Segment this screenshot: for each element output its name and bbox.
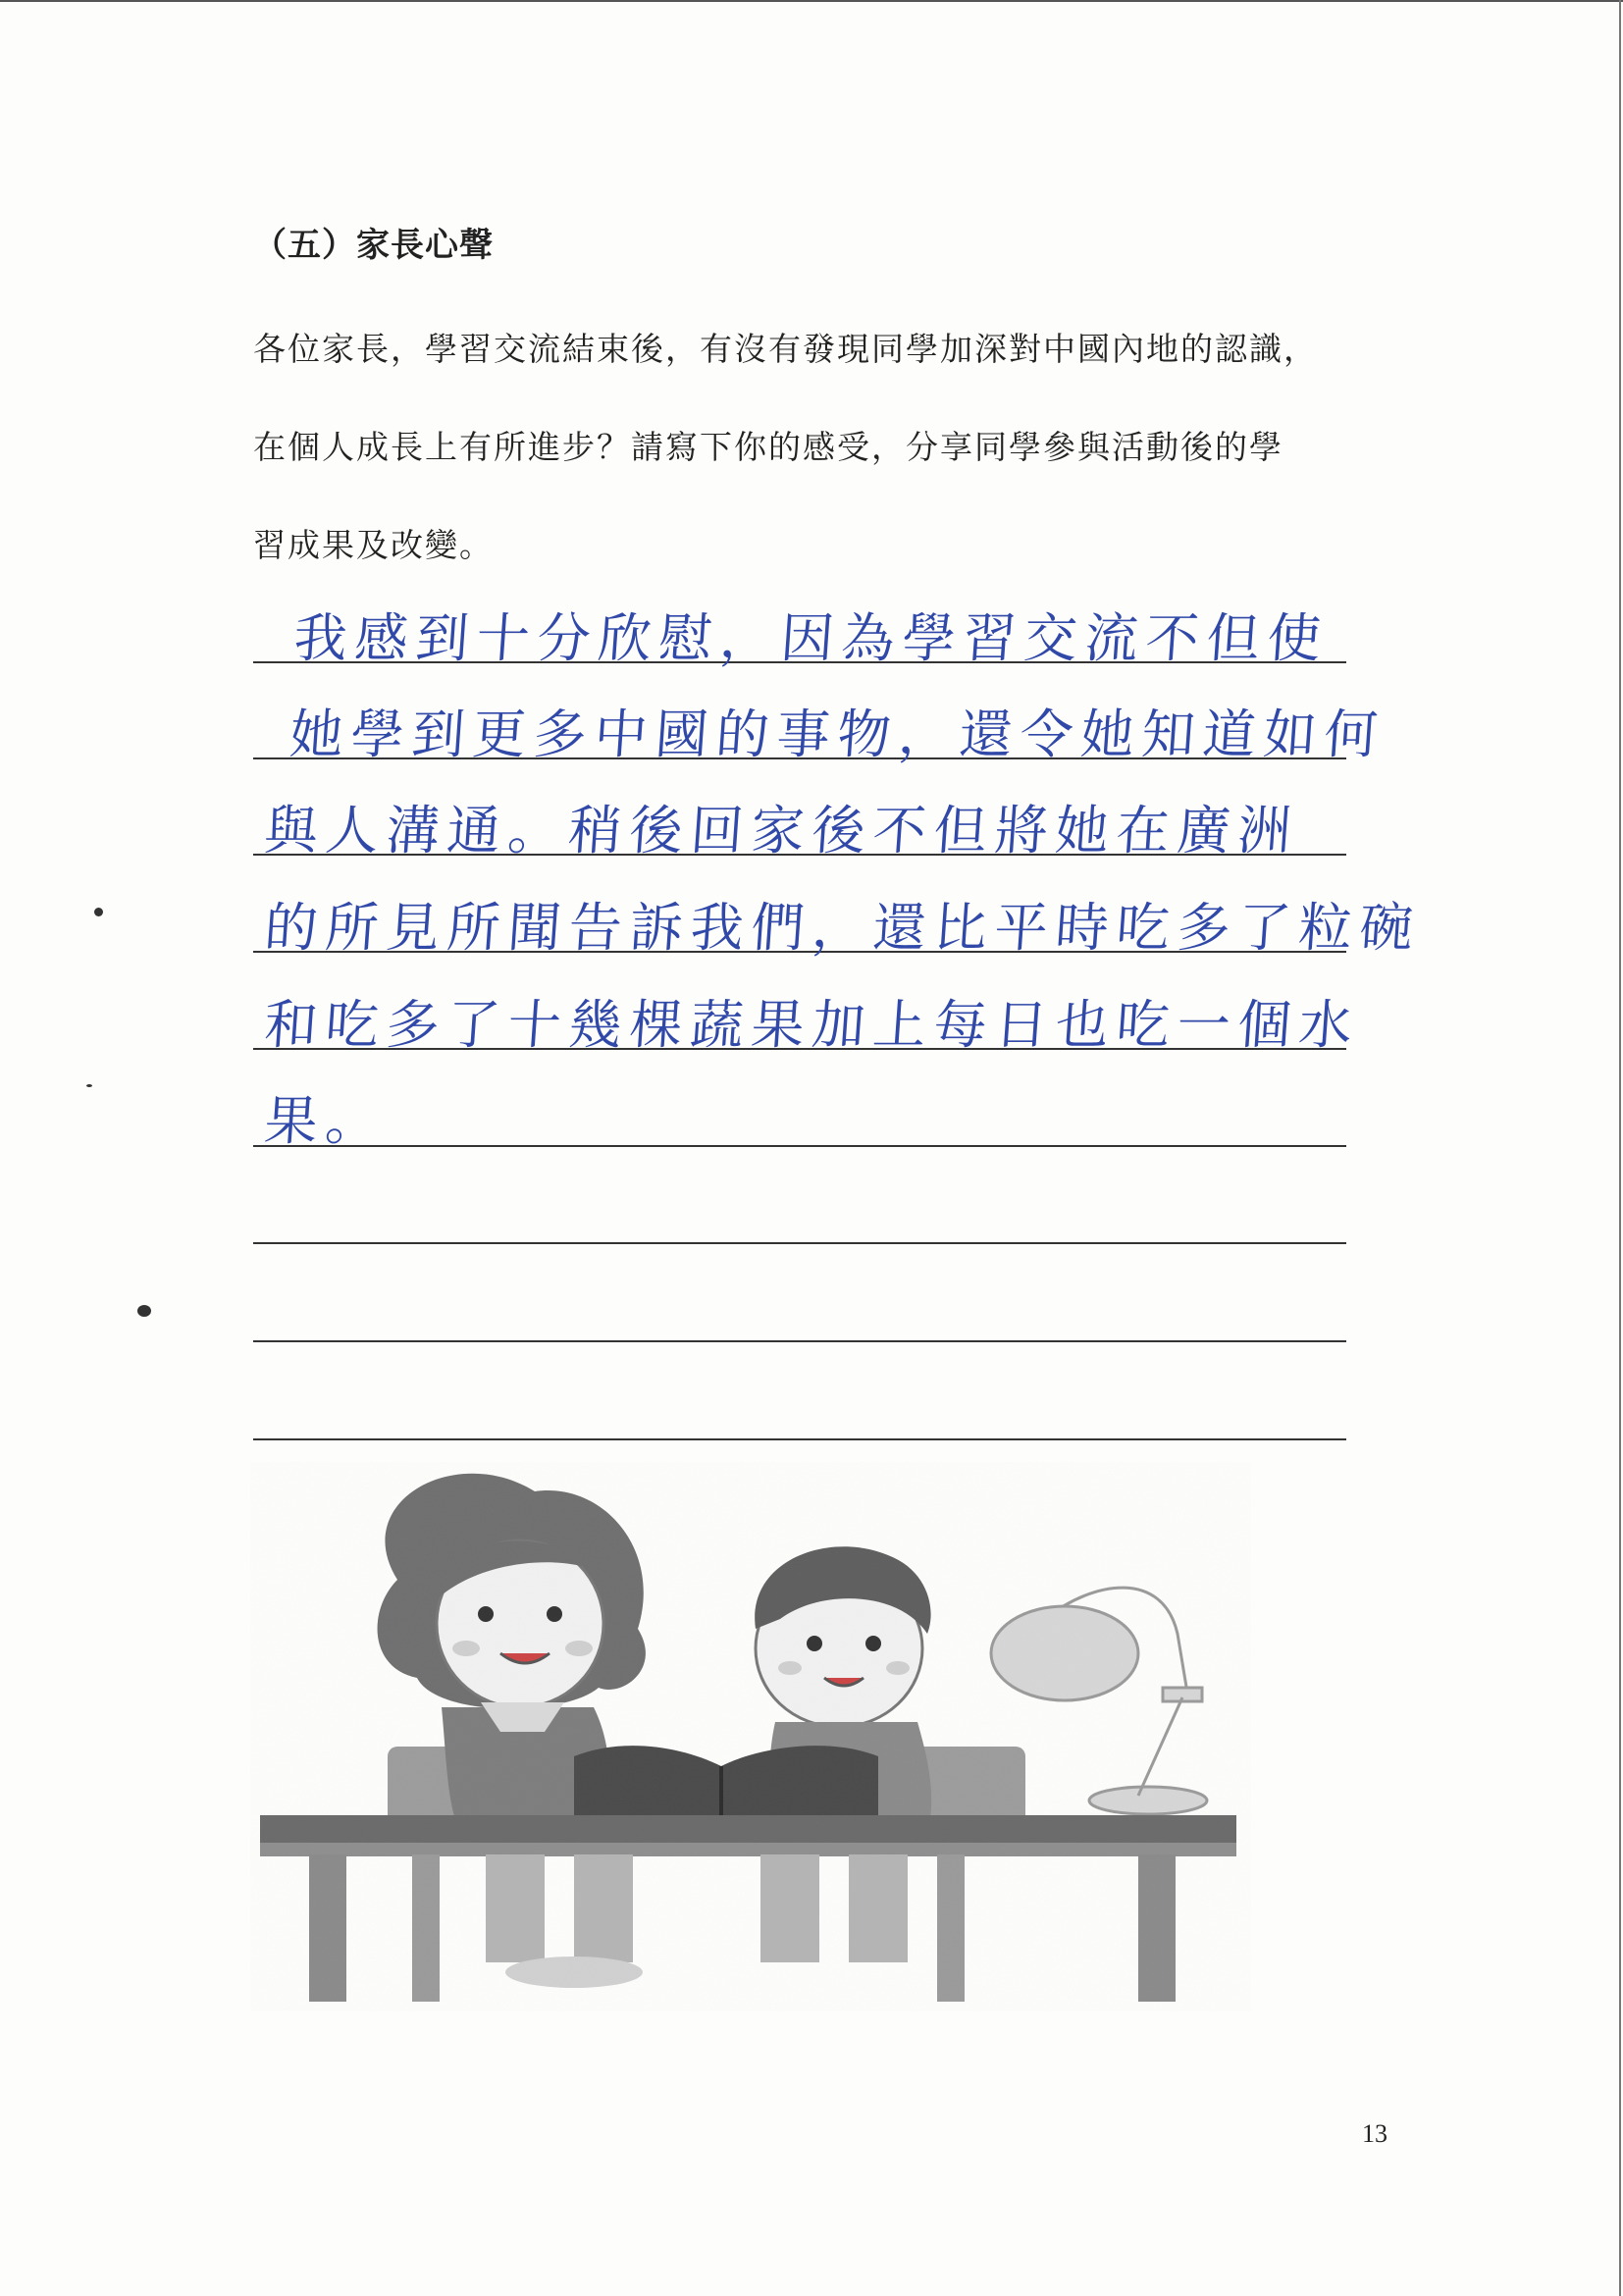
prompt-line-2: 在個人成長上有所進步？請寫下你的感受，分享同學參與活動後的學 xyxy=(253,428,1283,466)
handwritten-line-5: 和吃多了十幾棵蔬果加上每日也吃一個水 xyxy=(262,994,1362,1056)
handwritten-line-4: 的所見所聞告訴我們，還比平時吃多了粒碗 xyxy=(262,897,1423,959)
scan-speck xyxy=(94,908,103,916)
page-number: 13 xyxy=(1362,2119,1387,2148)
prompt-line-1: 各位家長，學習交流結束後，有沒有發現同學加深對中國內地的認識， xyxy=(253,330,1318,368)
scan-speck xyxy=(137,1305,151,1317)
writing-line xyxy=(253,1242,1346,1244)
children-reading-at-desk-illustration xyxy=(250,1462,1251,2011)
handwritten-line-1: 我感到十分欣慰，因為學習交流不但使 xyxy=(291,607,1331,669)
scan-right-edge xyxy=(1619,0,1621,2296)
scan-speck xyxy=(86,1084,92,1087)
prompt-line-3: 習成果及改變。 xyxy=(253,526,494,564)
handwritten-line-3: 與人溝通。稍後回家後不但將她在廣洲 xyxy=(262,800,1301,861)
writing-line xyxy=(253,1340,1346,1342)
scan-top-edge xyxy=(0,0,1623,2)
handwritten-line-2: 她學到更多中國的事物，還令她知道如何 xyxy=(288,704,1387,765)
writing-line xyxy=(253,1438,1346,1440)
handwritten-line-6: 果。 xyxy=(262,1090,389,1152)
section-heading: （五）家長心聲 xyxy=(253,226,494,265)
